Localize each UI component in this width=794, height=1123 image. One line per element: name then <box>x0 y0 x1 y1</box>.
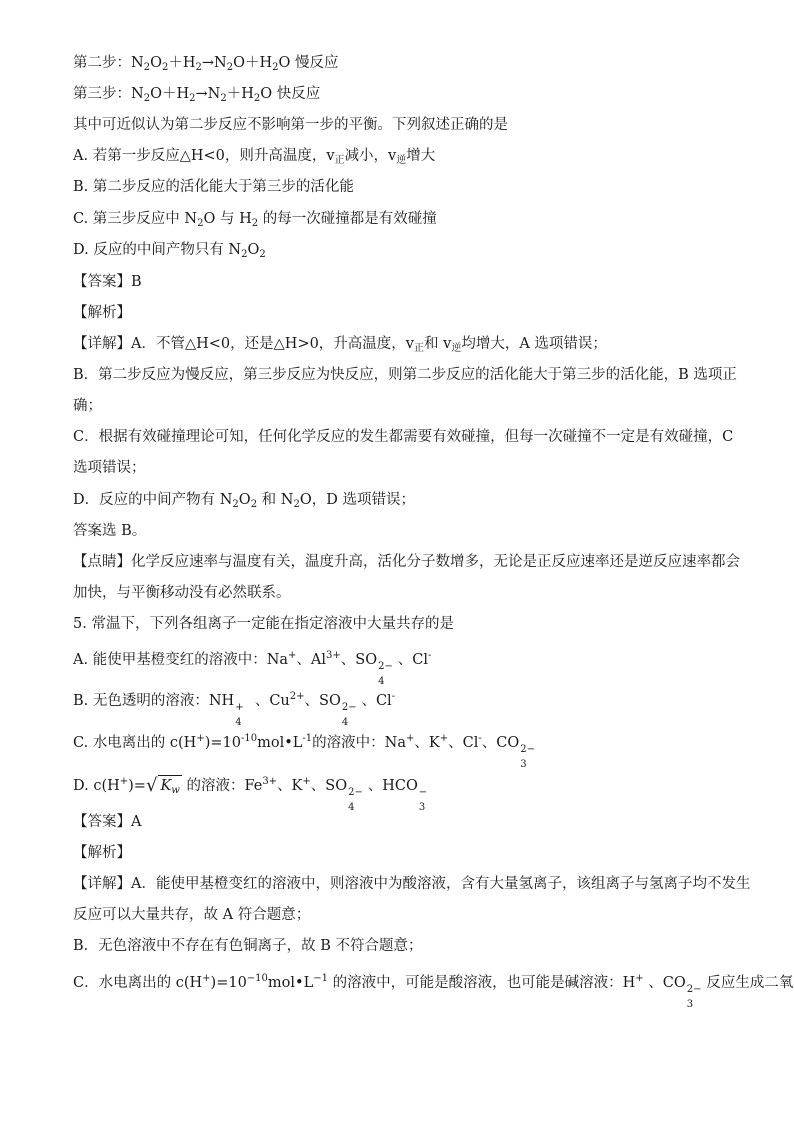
text-segment: 、SO <box>304 693 341 709</box>
text-segment: 、SO <box>340 652 378 668</box>
text-segment: 、Cl <box>448 735 479 751</box>
text-line <box>73 583 733 603</box>
text-segment: 的溶液中：Na <box>312 735 406 751</box>
text-segment: 【答案】B <box>73 274 142 290</box>
text-segment: 第二步：N <box>73 55 144 71</box>
subscript: 2 <box>161 62 169 73</box>
text-segment: 、Cl <box>356 693 392 709</box>
text-segment: 均增大，A 选项错误； <box>461 336 607 352</box>
radicand-base: K <box>160 778 172 794</box>
text-line <box>73 177 733 197</box>
text-segment: 、Cl <box>393 652 428 668</box>
text-line <box>73 775 733 813</box>
text-line <box>73 973 794 1010</box>
superscript: + <box>406 733 415 744</box>
superscript: −10 <box>246 973 268 984</box>
text-line <box>73 84 733 104</box>
ion-count: 4 <box>235 717 242 728</box>
text-segment: D. 反应的中间产物只有 N <box>73 242 242 258</box>
ion-charge: 2− <box>348 787 363 798</box>
text-line <box>73 458 733 478</box>
text-segment: O 快反应 <box>260 86 321 102</box>
ion-charge: − <box>418 787 428 798</box>
text-segment: )= <box>128 778 146 794</box>
text-segment: )=10 <box>204 735 241 751</box>
text-segment: 其中可近似认为第二步反应不影响第一步的平衡。下列叙述正确的是 <box>73 117 508 133</box>
text-segment: 【解析】 <box>73 305 131 321</box>
subscript: 2 <box>143 62 151 73</box>
text-segment: A. 若第一步反应△H<0，则升高温度，v <box>73 148 335 164</box>
subscript: 2 <box>259 249 266 260</box>
ion-count: 4 <box>348 802 355 813</box>
text-segment: 5. 常温下，下列各组离子一定能在指定溶液中大量共存的是 <box>73 616 454 632</box>
subscript: 2 <box>293 499 300 510</box>
text-segment: B．无色溶液中不存在有色铜离子，故 B 不符合题意； <box>73 938 423 954</box>
ion-count: 3 <box>686 999 694 1010</box>
text-segment: )=10 <box>210 975 247 991</box>
superscript: - <box>478 733 482 744</box>
text-line <box>73 427 733 447</box>
text-segment: 【解析】 <box>73 845 131 861</box>
text-segment: 确； <box>73 398 102 414</box>
text-line <box>73 843 733 863</box>
text-line <box>73 552 740 572</box>
text-line <box>73 733 733 770</box>
text-segment: 、CO <box>643 975 686 991</box>
subscript: 2 <box>226 62 234 73</box>
text-segment: 增大 <box>406 148 436 164</box>
ion-count: 3 <box>520 759 527 770</box>
text-segment: →N <box>201 55 227 71</box>
superscript: 3+ <box>326 650 341 661</box>
superscript: + <box>635 973 644 984</box>
subscript: 2 <box>189 93 196 104</box>
subscript: 2 <box>272 62 279 73</box>
ion-count: 4 <box>378 676 385 687</box>
text-line <box>73 53 733 73</box>
text-segment: 【详解】A．不管△H<0，还是△H>0，升高温度，v <box>73 336 415 352</box>
superscript: + <box>196 733 205 744</box>
text-segment: 【点睛】化学反应速率与温度有关，温度升高，活化分子数增多，无论是正反应速率还是逆反应速率都会 <box>73 554 740 570</box>
text-segment: 【答案】A <box>73 814 142 830</box>
text-line <box>73 936 733 956</box>
ion-count: 4 <box>341 717 349 728</box>
text-line <box>73 209 733 229</box>
text-segment: 减小，v <box>344 148 397 164</box>
subscript: 2 <box>143 93 151 104</box>
text-segment: 、Cu <box>250 693 290 709</box>
text-segment: 加快，与平衡移动没有必然联系。 <box>73 585 291 601</box>
sqrt-symbol: √ <box>145 775 158 796</box>
text-segment: D. c(H <box>73 778 120 794</box>
superscript: + <box>302 776 311 787</box>
subscript: 2 <box>253 93 261 104</box>
text-segment: B. 第二步反应的活化能大于第三步的活化能 <box>73 179 354 195</box>
superscript: -1 <box>302 733 313 744</box>
text-segment: C．根据有效碰撞理论可知，任何化学反应的发生都需要有效碰撞，但每一次碰撞不一定是有效碰撞，C <box>73 429 734 445</box>
text-segment: 的溶液：Fe <box>181 778 263 794</box>
text-segment: →N <box>195 86 221 102</box>
text-segment: C．水电离出的 c(H <box>73 975 203 991</box>
ion-charge: + <box>235 702 244 713</box>
text-segment: 、K <box>277 778 303 794</box>
text-segment: O 与 H <box>203 211 252 227</box>
text-line <box>73 521 733 541</box>
text-segment: A. 能使甲基橙变红的溶液中：Na <box>73 652 289 668</box>
text-line <box>73 650 733 687</box>
text-line <box>73 490 733 510</box>
ion-charge: 2− <box>378 661 393 672</box>
subscript: 逆 <box>396 155 407 166</box>
text-line <box>73 272 733 292</box>
subscript: 2 <box>195 62 202 73</box>
subscript: 2 <box>220 93 227 104</box>
text-segment: 、K <box>414 735 440 751</box>
text-segment: O <box>150 55 162 71</box>
text-segment: B．第二步反应为慢反应，第三步反应为快反应，则第二步反应的活化能大于第三步的活化能，B 选项正 <box>73 367 737 383</box>
subscript: 2 <box>251 218 259 229</box>
text-segment: 、HCO <box>363 778 418 794</box>
superscript: + <box>439 733 449 744</box>
text-segment: 答案选 B。 <box>73 523 147 539</box>
subscript: 正 <box>414 343 425 354</box>
text-line <box>73 874 751 894</box>
text-line <box>73 691 733 728</box>
text-segment: 选项错误； <box>73 460 146 476</box>
text-segment: 、CO <box>481 735 520 751</box>
superscript: 2+ <box>289 691 305 702</box>
text-segment: 的每一次碰撞都是有效碰撞 <box>258 211 437 227</box>
superscript: + <box>202 973 211 984</box>
superscript: - <box>391 691 396 702</box>
subscript: 2 <box>241 249 248 260</box>
text-line <box>73 905 733 925</box>
text-segment: 、SO <box>310 778 348 794</box>
text-segment: O＋H <box>233 55 273 71</box>
ion-charge: 2− <box>520 744 535 755</box>
ion-charge: 2− <box>686 984 702 995</box>
text-segment: 、Al <box>296 652 327 668</box>
text-segment: O <box>238 492 251 508</box>
text-segment: O 慢反应 <box>278 55 339 71</box>
text-line <box>73 365 737 385</box>
superscript: + <box>288 650 297 661</box>
text-segment: D．反应的中间产物有 N <box>73 492 233 508</box>
superscript: 3+ <box>262 776 278 787</box>
text-segment: 和 v <box>424 336 452 352</box>
ion-charge: 2− <box>341 702 357 713</box>
superscript: - <box>427 650 432 661</box>
ion-count: 3 <box>418 802 426 813</box>
text-segment: C. 水电离出的 c(H <box>73 735 197 751</box>
text-line <box>73 303 733 323</box>
text-line <box>73 812 733 832</box>
text-segment: ＋H <box>226 86 254 102</box>
text-segment: 和 N <box>257 492 294 508</box>
text-line <box>73 334 733 354</box>
text-segment: 反应可以大量共存，故 A 符合题意； <box>73 907 311 923</box>
text-segment: O，D 选项错误； <box>299 492 415 508</box>
subscript: 2 <box>232 499 239 510</box>
sqrt-radicand <box>158 775 181 796</box>
superscript: −1 <box>313 973 328 984</box>
text-segment: 的溶液中，可能是酸溶液，也可能是碱溶液：H <box>327 975 636 991</box>
text-segment: 第三步：N <box>73 86 144 102</box>
text-line <box>73 396 733 416</box>
text-segment: 【详解】A．能使甲基橙变红的溶液中，则溶液中为酸溶液，含有大量氢离子，该组离子与氢离子均不发生 <box>73 876 751 892</box>
superscript: -10 <box>240 733 258 744</box>
text-segment: 反应生成二氧 <box>701 975 794 991</box>
text-segment: B. 无色透明的溶液：NH <box>73 693 235 709</box>
subscript: 正 <box>334 155 345 166</box>
text-line <box>73 240 733 260</box>
text-segment: ＋H <box>168 55 196 71</box>
radicand-subscript: w <box>171 785 180 796</box>
text-segment: O <box>247 242 260 258</box>
superscript: + <box>119 776 129 787</box>
text-line <box>73 146 733 166</box>
subscript: 2 <box>250 499 258 510</box>
text-segment: O＋H <box>150 86 190 102</box>
text-line <box>73 115 733 135</box>
text-segment: mol•L <box>257 735 303 751</box>
text-segment: C. 第三步反应中 N <box>73 211 198 227</box>
text-line <box>73 614 733 634</box>
subscript: 逆 <box>451 343 462 354</box>
subscript: 2 <box>197 218 204 229</box>
text-segment: mol•L <box>267 975 314 991</box>
